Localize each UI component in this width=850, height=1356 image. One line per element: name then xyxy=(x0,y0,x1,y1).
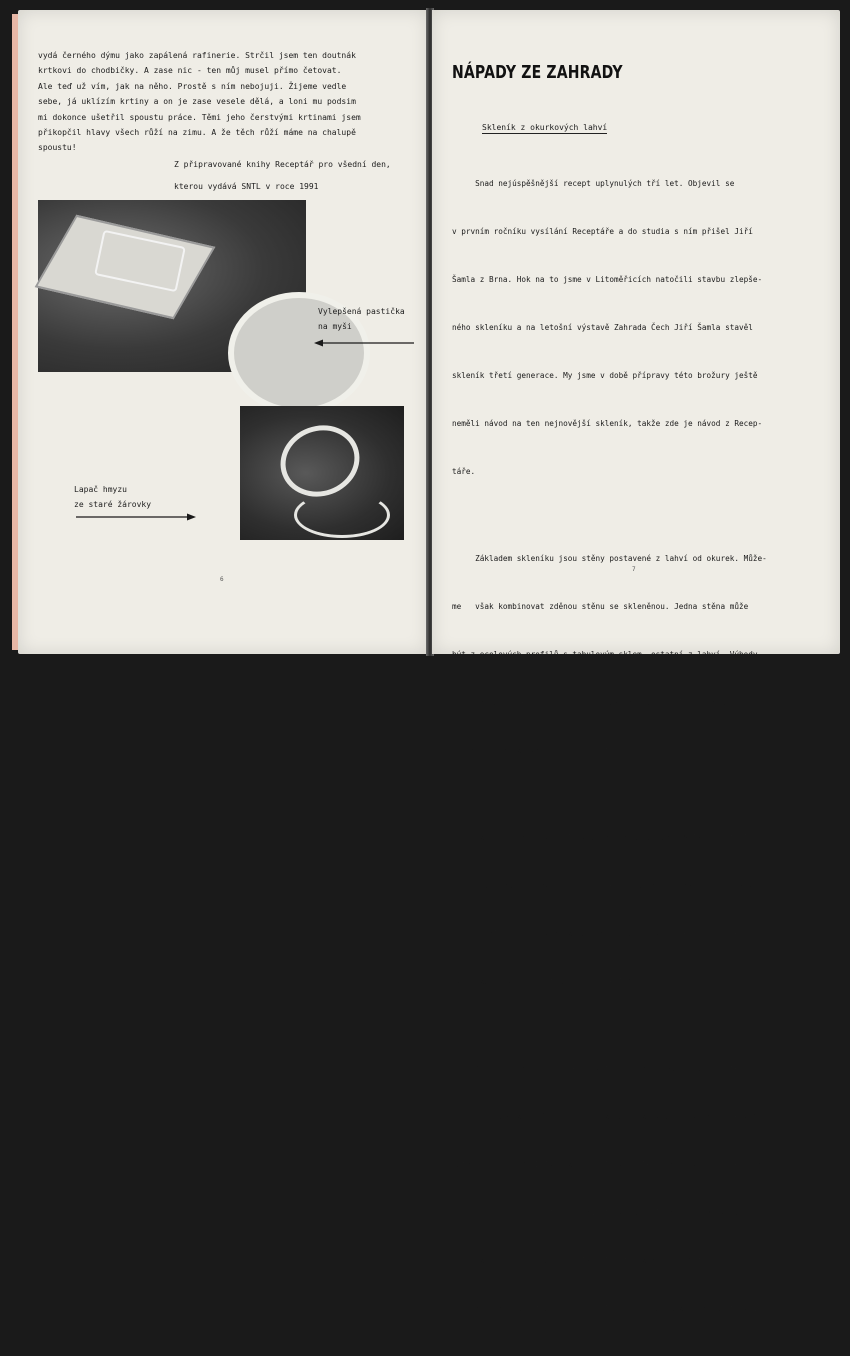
caption-line: Vylepšená pastička xyxy=(318,307,405,316)
text-line: stavíme první řadu lahví hrdly dolů, těsně k sobě. K této lahvím xyxy=(452,1256,749,1265)
paragraph xyxy=(452,1029,771,1349)
bulb-trap-photo xyxy=(240,406,404,540)
paragraph xyxy=(452,144,771,512)
text-line: Snad nejúspěšnější recept uplynulých tří let. Objevil se xyxy=(452,179,735,188)
right-page xyxy=(432,10,840,1313)
text-line: Když máme základový beton zatvrdlý, začneme stavbou stěn. xyxy=(452,1064,749,1073)
text-line: Ale teď už vím, jak na něho. Prostě s ním nebojuji. Žijeme vedle xyxy=(38,81,347,91)
text-line: neměli návod na ten nejnovější skleník, takže zde je návod z Recep- xyxy=(452,419,763,428)
text-line: Udělám si bednění 26 cm vysoké. Sestává se ze dvou desek spojených xyxy=(452,1112,758,1121)
caption-line: Lapač hmyzu xyxy=(74,485,127,494)
text-line: stěnách budeme nejčastěji používat bednění dlouhé 4 m. Na základ po- xyxy=(452,1208,767,1217)
text-line: skleník třetí generace. My jsme v době přípravy této brožury ještě xyxy=(452,371,758,380)
text-line: Šamla z Brna. Hok na to jsme v Litoměřicích natočili stavbu zlepše- xyxy=(452,275,763,284)
mousetrap-photo xyxy=(38,200,306,372)
page-heading: NÁPADY ZE ZAHRADY xyxy=(452,62,623,83)
text-line: něn před mrazem a spotřebujeme méně lahví. xyxy=(452,977,647,986)
text-line: sebe, já uklízím krtiny a on je zase vesele dělá, a loni mu podsim xyxy=(38,97,356,107)
source-note xyxy=(174,154,391,198)
caption-line: na myši xyxy=(318,322,352,331)
text-line: me však kombinovat zděnou stěnu se skleněnou. Jedna stěna může xyxy=(452,602,749,611)
text-line: stěny z lahví se projeví v zimě, když tabulové sklo zamrzne a stěna xyxy=(452,698,763,707)
text-line: spoustu! xyxy=(38,143,77,153)
text-line: táře. xyxy=(452,467,476,476)
caption-line: ze staré žárovky xyxy=(74,500,152,509)
mousetrap-caption xyxy=(318,304,405,334)
text-line: v prvním ročníku vysílání Receptáře a do studia s ním přišel Jiří xyxy=(452,227,753,236)
bulb-trap-caption xyxy=(74,482,151,512)
left-page xyxy=(18,10,428,654)
text-line: ného skleníku a na letošní výstavě Zahrada Čech Jiří Šamla stavěl xyxy=(452,323,753,332)
source-line: Z připravované knihy Receptář pro všední den, xyxy=(174,160,391,169)
text-line: přiložíme z obou stran bednění a lahce ji stáhneme dráty omotanými xyxy=(452,1304,758,1313)
text-line: 15 cm. Skleník můžeme také zapustit pod úroveň terénu, je lépe chrá- xyxy=(452,929,767,938)
text-line: Základem skleníku jsou stěny postavené z lahví od okurek. Může- xyxy=(452,554,767,563)
paragraph xyxy=(452,798,771,1022)
left-page-text xyxy=(38,48,361,156)
right-page-text xyxy=(452,144,771,1356)
text-line: krtkovi do chodbičky. A zase nic - ten můj musel přímo četovat. xyxy=(38,66,342,76)
text-line: přikopčil hlavy všech růží na zimu. A že těch růží máme na chalupě xyxy=(38,128,356,138)
arrow-right-icon xyxy=(74,512,196,522)
text-line: z lahví zůstane nezamrzlá, průsvitná. xyxy=(452,746,624,755)
paragraph xyxy=(452,519,771,791)
text-line: mi dokonce ušetřil spoustu práce. Těmi jeho čerstvými krtinami jsem xyxy=(38,112,361,122)
source-line: kterou vydává SNTL v roce 1991 xyxy=(174,182,319,191)
text-line: Nejprve vykopeme základy do zámrzné hloubky. Měly by být alespoň xyxy=(452,833,772,842)
text-line: 60 cm hluboké, široké 30 cm s průběžnou patkou šířky 50 cm a výšky xyxy=(452,881,758,890)
section-subheading: Skleník z okurkových lahví xyxy=(482,123,608,132)
text-line: vydá černého dýmu jako zapálená rafinerie. Strčil jsem ten doutnák xyxy=(38,51,356,60)
page-number: 7 xyxy=(632,566,636,573)
text-line: latkami /svlaky/. Délku desek zvolíme podle délky stěn. Při delších xyxy=(452,1160,763,1169)
text-line: být z ocelových profilů s tabulovým sklem, ostatní z lahví. Výhody xyxy=(452,650,758,659)
arrow-left-icon xyxy=(314,338,416,348)
page-number: 6 xyxy=(220,576,224,583)
